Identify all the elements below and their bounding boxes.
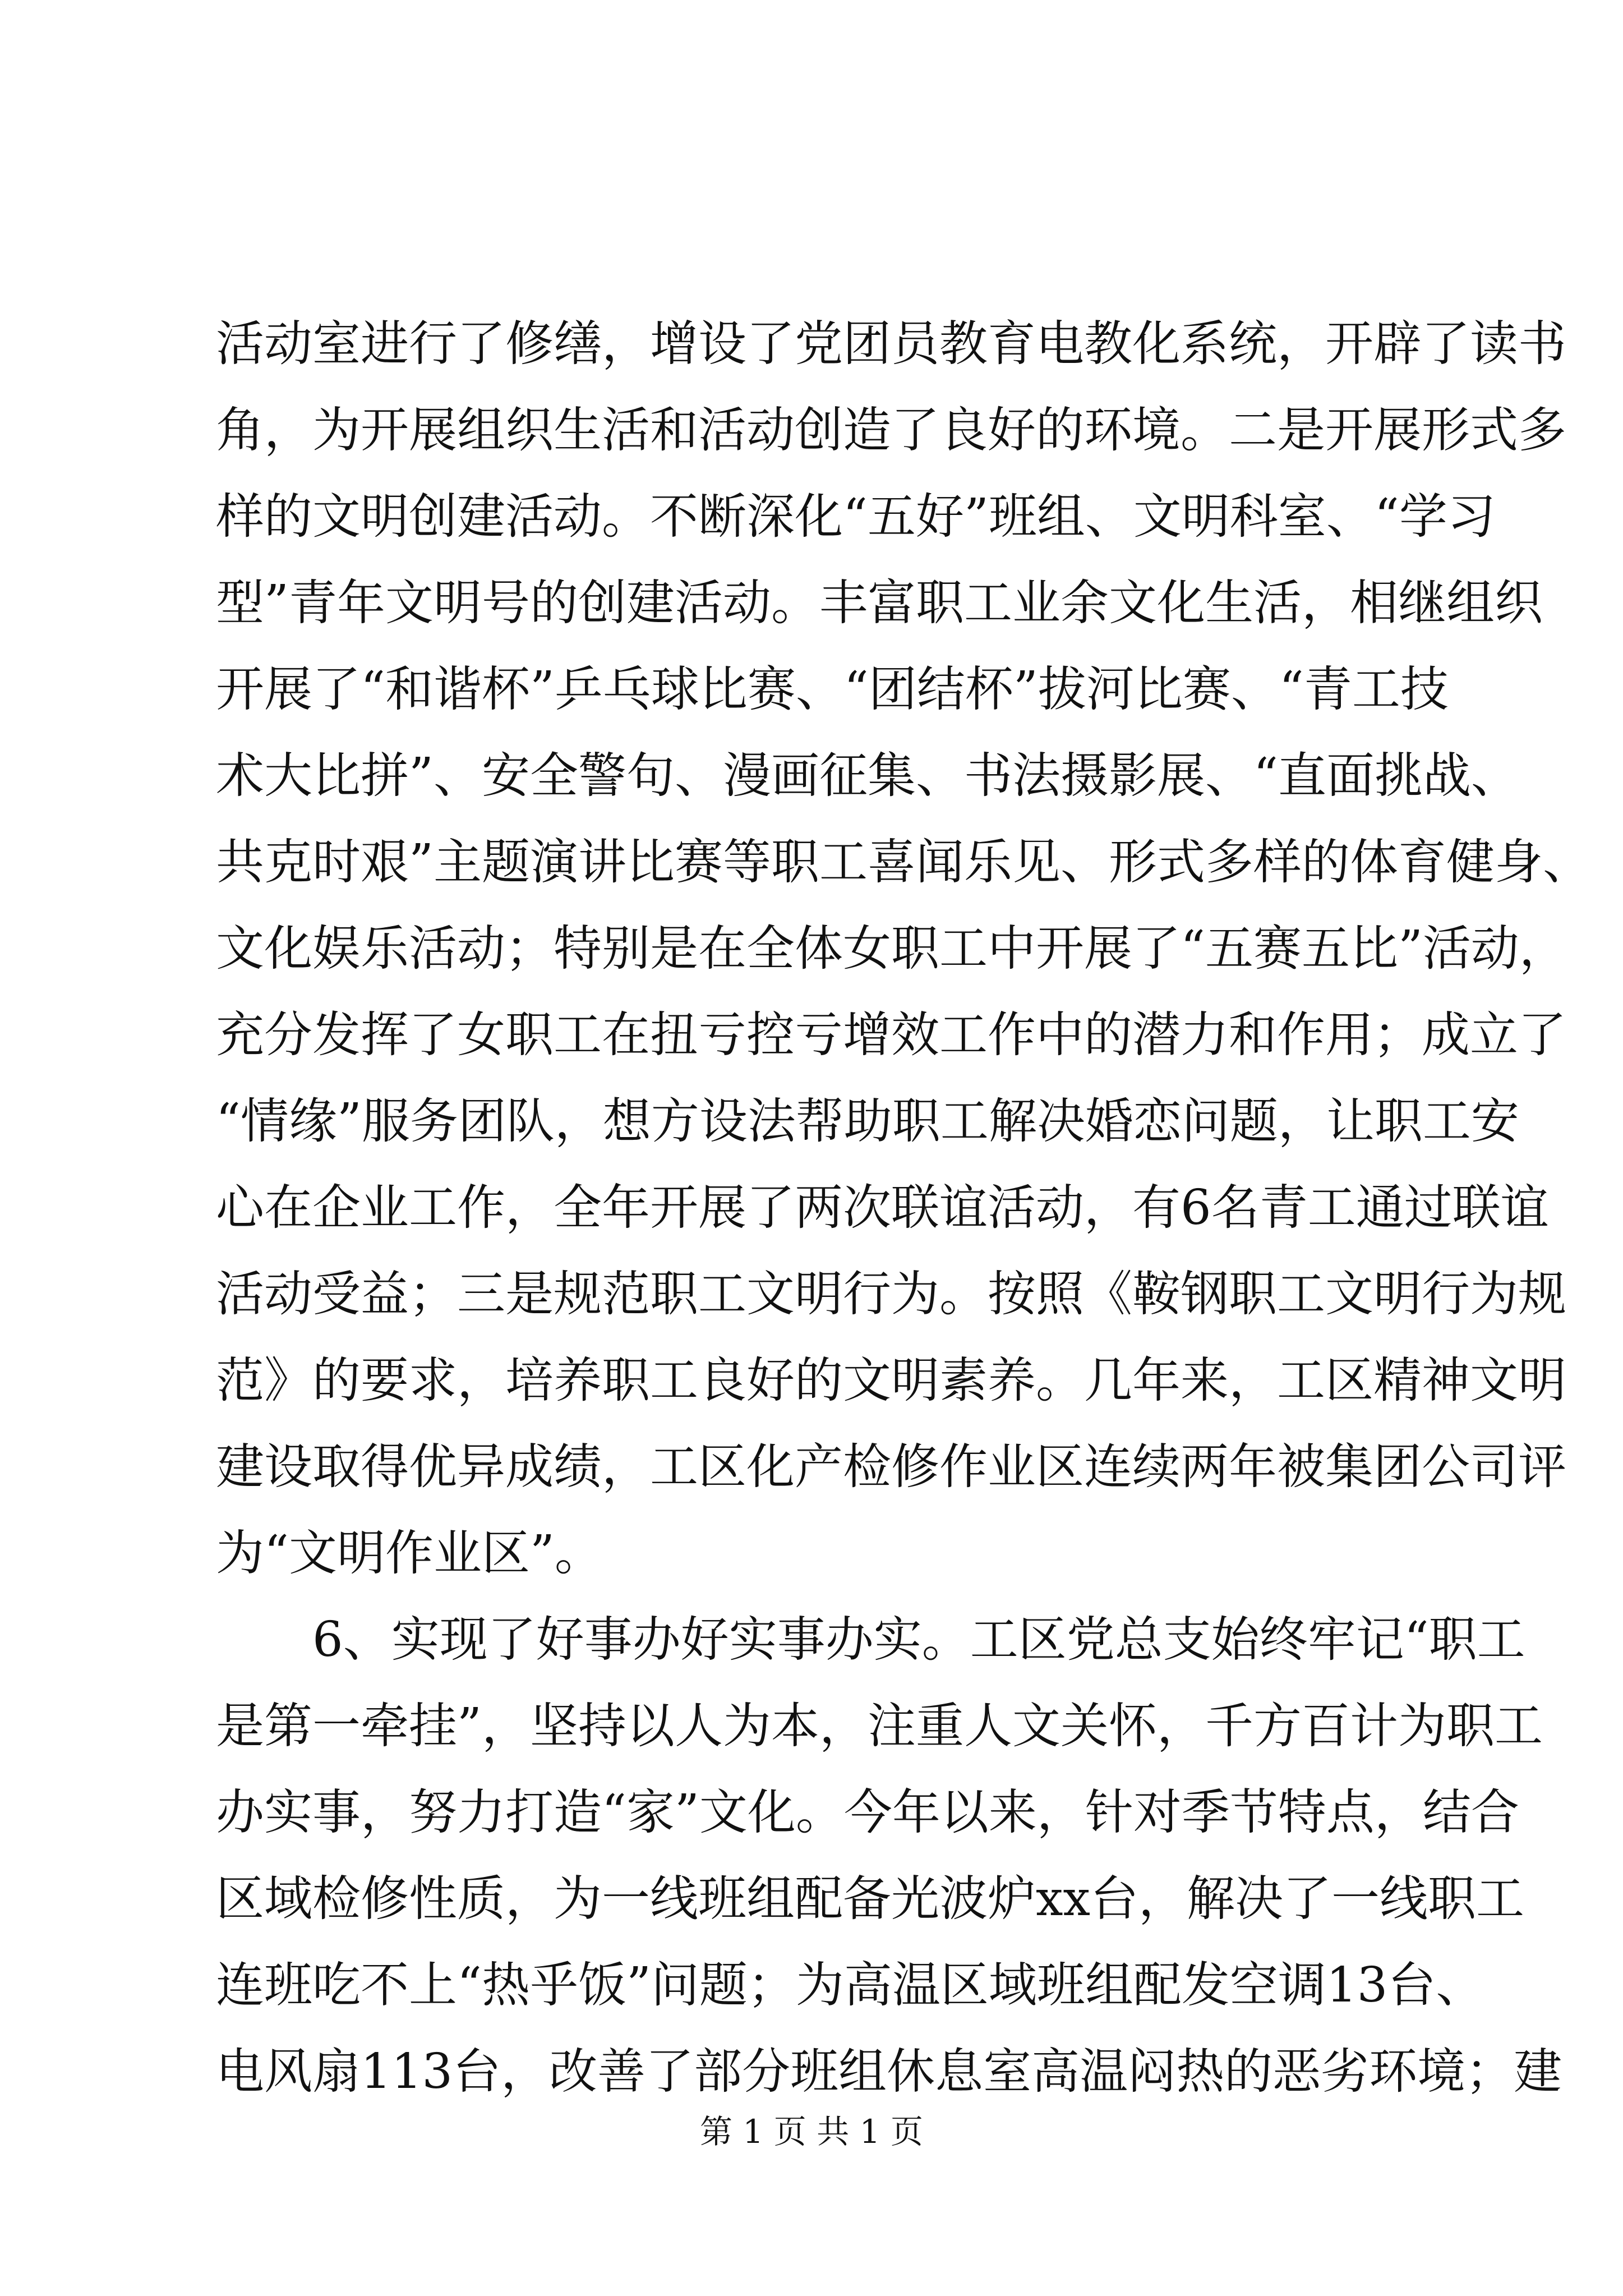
paragraph-line: 文化娱乐活动；特别是在全体女职工中开展了“五赛五比”活动， [216, 921, 1567, 977]
paragraph-line: 范》的要求，培养职工良好的文明素养。几年来，工区精神文明 [216, 1352, 1566, 1409]
paragraph-line: 办实事，努力打造“家”文化。今年以来，针对季节特点，结合 [216, 1784, 1519, 1841]
paragraph-line: 型”青年文明号的创建活动。丰富职工业余文化生活，相继组织 [216, 575, 1543, 631]
paragraph-line: 6、实现了好事办好实事办实。工区党总支始终牢记“职工 [216, 1612, 1525, 1668]
paragraph-line: 建设取得优异成绩，工区化产检修作业区连续两年被集团公司评 [216, 1439, 1566, 1495]
paragraph-line: 连班吃不上“热乎饭”问题；为高温区域班组配发空调13台、 [216, 1957, 1484, 2013]
paragraph-line: 活动受益；三是规范职工文明行为。按照《鞍钢职工文明行为规 [216, 1266, 1566, 1322]
paragraph-line: 心在企业工作，全年开展了两次联谊活动，有6名青工通过联谊 [216, 1180, 1549, 1236]
page-footer: 第 1 页 共 1 页 [700, 2113, 923, 2151]
paragraph-line: “情缘”服务团队，想方设法帮助职工解决婚恋问题，让职工安 [216, 1093, 1519, 1149]
paragraph-line: 角，为开展组织生活和活动创造了良好的环境。二是开展形式多 [216, 402, 1566, 458]
paragraph-line: 开展了“和谐杯”乒乓球比赛、“团结杯”拔河比赛、“青工技 [216, 661, 1449, 717]
paragraph-line: 活动室进行了修缮，增设了党团员教育电教化系统，开辟了读书 [216, 316, 1566, 372]
paragraph-line: 电风扇113台，改善了部分班组休息室高温闷热的恶劣环境；建 [216, 2044, 1562, 2100]
paragraph-line: 术大比拼”、安全警句、漫画征集、书法摄影展、“直面挑战、 [216, 748, 1519, 804]
paragraph-line: 充分发挥了女职工在扭亏控亏增效工作中的潜力和作用；成立了 [216, 1007, 1566, 1063]
paragraph-line: 样的文明创建活动。不断深化“五好”班组、文明科室、“学习 [216, 489, 1496, 545]
paragraph-line: 是第一牵挂”，坚持以人为本，注重人文关怀，千方百计为职工 [216, 1698, 1543, 1754]
paragraph-line: 区域检修性质，为一线班组配备光波炉xx台，解决了一线职工 [216, 1871, 1525, 1927]
paragraph-line: 共克时艰”主题演讲比赛等职工喜闻乐见、形式多样的体育健身、 [216, 834, 1591, 890]
paragraph-line-last: 为“文明作业区”。 [216, 1525, 603, 1581]
